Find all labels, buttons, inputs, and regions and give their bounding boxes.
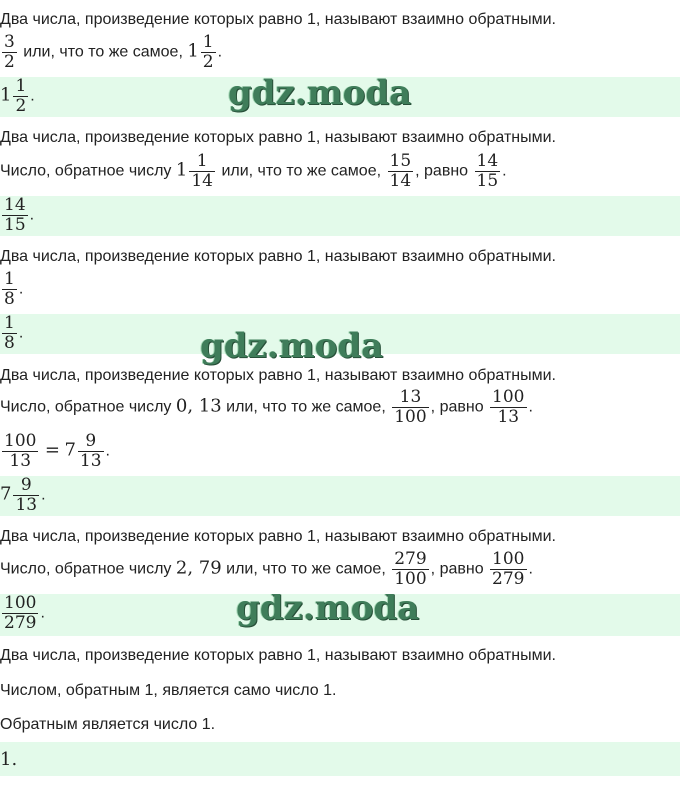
answer-band-4: 7 $\frac{9}{13}$ .	[0, 476, 680, 516]
fraction: $\frac{1}{2}$	[202, 33, 214, 72]
block2-statement: Число, обратное числу 1 $\frac{1}{14}$ или, что то же самое, $\frac{15}{14}$ , равно $\frac{14}{15}$ .	[0, 152, 507, 191]
block6-line2: Обратным является число 1.	[0, 716, 216, 733]
block4-equation: $\frac{100}{13}$ = 7 $\frac{9}{13}$ .	[4, 432, 110, 471]
block3-statement: $\frac{1}{8}$ .	[4, 270, 24, 309]
rule-text-1: Два числа, произведение которых равно 1, называют взаимно обратными.	[0, 11, 556, 28]
answer-band-5: $\frac{100}{279}$ . gdz.moda	[0, 594, 680, 636]
rule-text-6: Два числа, произведение которых равно 1, называют взаимно обратными.	[0, 647, 556, 664]
rule-text-4: Два числа, произведение которых равно 1, называют взаимно обратными.	[0, 367, 556, 384]
block1-statement: $\frac{3}{2}$ или, что то же самое, 1 $\frac{1}{2}$ .	[4, 33, 223, 72]
block5-statement: Число, обратное числу 2, 79 или, что то же самое, $\frac{279}{100}$ , равно $\frac{100}{279}$ .	[0, 550, 533, 589]
block6-line1: Числом, обратным 1, является само число 1.	[0, 682, 337, 699]
answer-band-3: $\frac{1}{8}$ .	[0, 314, 680, 354]
rule-text-2: Два числа, произведение которых равно 1, называют взаимно обратными.	[0, 129, 556, 146]
rule-text-3: Два числа, произведение которых равно 1, называют взаимно обратными.	[0, 248, 556, 265]
fraction: $\frac{3}{2}$	[4, 33, 15, 72]
watermark: gdz.moda	[236, 594, 420, 628]
block4-statement: Число, обратное числу 0, 13 или, что то же самое, $\frac{13}{100}$ , равно $\frac{100}{13}$ .	[0, 388, 533, 427]
watermark: gdz.moda	[228, 77, 412, 113]
answer-band-2: $\frac{14}{15}$ .	[0, 196, 680, 236]
rule-text-5: Два числа, произведение которых равно 1, называют взаимно обратными.	[0, 528, 556, 545]
answer-band-1: 1 $\frac{1}{2}$ . gdz.moda	[0, 77, 680, 117]
answer-band-6: 1.	[0, 742, 680, 776]
watermark: gdz.moda	[200, 326, 384, 366]
